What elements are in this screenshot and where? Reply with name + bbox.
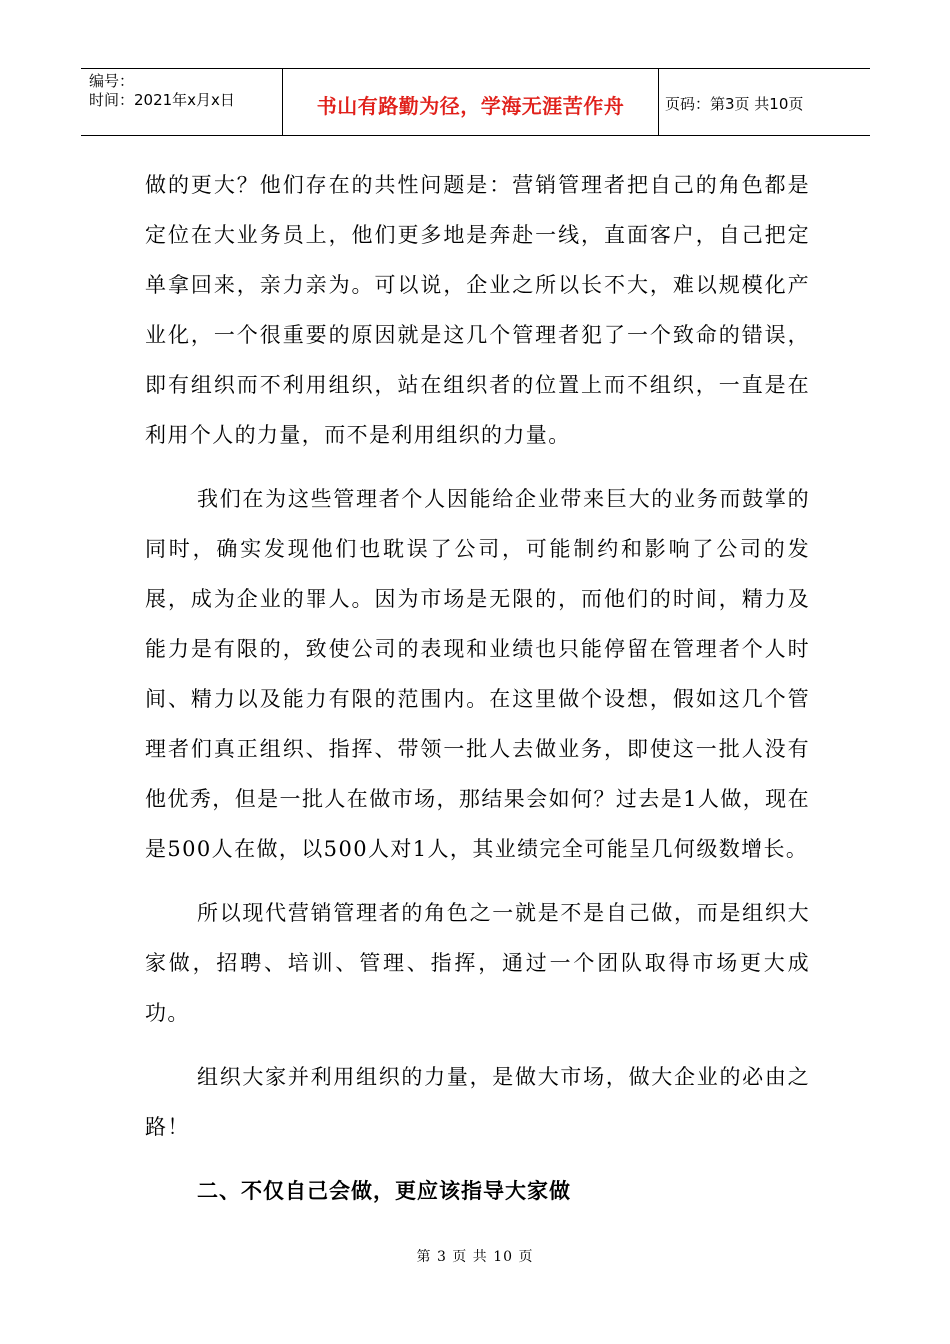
serial-number-label: 编号： [89, 72, 135, 90]
header-page-info: 页码：第3页 共10页 [665, 94, 804, 113]
header-page-cell [659, 69, 870, 135]
paragraph-continued: 做的更大？他们存在的共性问题是：营销管理者把自己的角色都是定位在大业务员上，他们更多地是奔赴一线，直面客户，自己把定单拿回来，亲力亲为。可以说，企业之所以长不大，难以规模化产业化，一个很重要的原因就是这几个管理者犯了一个致命的错误，即有组织而不利用组织，站在组织者的位置上而不组织，一直是在利用个人的力量，而不是利用组织的力量。 [145, 173, 810, 447]
header-meta-cell [81, 69, 283, 135]
paragraph: 所以现代营销管理者的角色之一就是不是自己做，而是组织大家做，招聘、培训、管理、指挥，通过一个团队取得市场更大成功。 [145, 901, 810, 1025]
header-motto-cell [283, 69, 659, 135]
paragraph: 组织大家并利用组织的力量，是做大市场，做大企业的必由之路！ [145, 1065, 810, 1139]
document-body [145, 160, 810, 1216]
section-heading: 二、不仅自己会做，更应该指导大家做 [197, 1179, 571, 1203]
header-motto: 书山有路勤为径，学海无涯苦作舟 [316, 93, 625, 118]
page-footer: 第 3 页 共 10 页 [416, 1249, 534, 1265]
paragraph: 我们在为这些管理者个人因能给企业带来巨大的业务而鼓掌的同时，确实发现他们也耽误了公司，可能制约和影响了公司的发展，成为企业的罪人。因为市场是无限的，而他们的时间，精力及能力是有限的，致使公司的表现和业绩也只能停留在管理者个人时间、精力以及能力有限的范围内。在这里做个设想，假如这几个管理者们真正组织、指挥、带领一批人去做业务，即使这一批人没有他优秀，但是一批人在做市场，那结果会如何？过去是1人做，现在是500人在做，以500人对1人，其业绩完全可能呈几何级数增长。 [145, 487, 810, 861]
document-header [81, 68, 870, 136]
date-label: 时间：2021年x月x日 [89, 91, 235, 109]
